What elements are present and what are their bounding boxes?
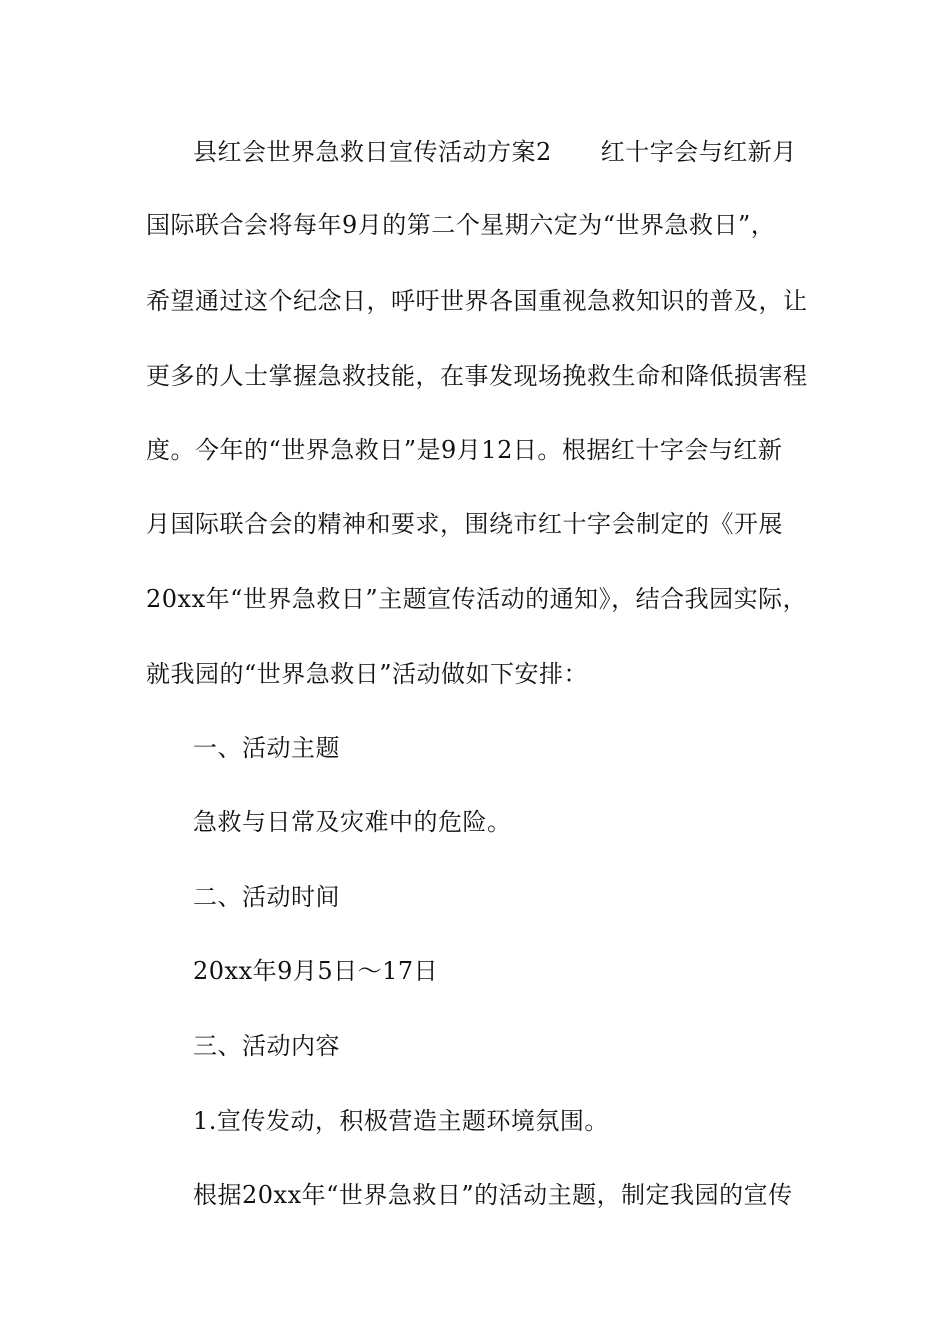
paragraph-line-3: 希望通过这个纪念日，呼吁世界各国重视急救知识的普及，让 [146, 287, 808, 315]
paragraph-line-8: 就我园的“世界急救日”活动做如下安排： [146, 660, 589, 688]
theme-text: 急救与日常及灾难中的危险。 [193, 808, 512, 836]
paragraph-line-7: 20xx年“世界急救日”主题宣传活动的通知》，结合我园实际， [146, 585, 808, 613]
section-heading-time: 二、活动时间 [193, 883, 340, 911]
paragraph-line-2: 国际联合会将每年9月的第二个星期六定为“世界急救日”， [146, 211, 776, 239]
content-item-1: 1.宣传发动，积极营造主题环境氛围。 [193, 1107, 609, 1135]
time-text: 20xx年9月5日～17日 [193, 957, 439, 985]
paragraph-line-6: 月国际联合会的精神和要求，围绕市红十字会制定的《开展 [146, 510, 783, 538]
section-heading-theme: 一、活动主题 [193, 734, 340, 762]
paragraph-line-5: 度。今年的“世界急救日”是9月12日。根据红十字会与红新 [146, 436, 783, 464]
section-heading-content: 三、活动内容 [193, 1032, 340, 1060]
content-paragraph-line: 根据20xx年“世界急救日”的活动主题，制定我园的宣传 [193, 1181, 793, 1209]
paragraph-line-4: 更多的人士掌握急救技能，在事发现场挽救生命和降低损害程 [146, 362, 808, 390]
paragraph-line-1: 县红会世界急救日宣传活动方案2 红十字会与红新月 [193, 138, 797, 166]
